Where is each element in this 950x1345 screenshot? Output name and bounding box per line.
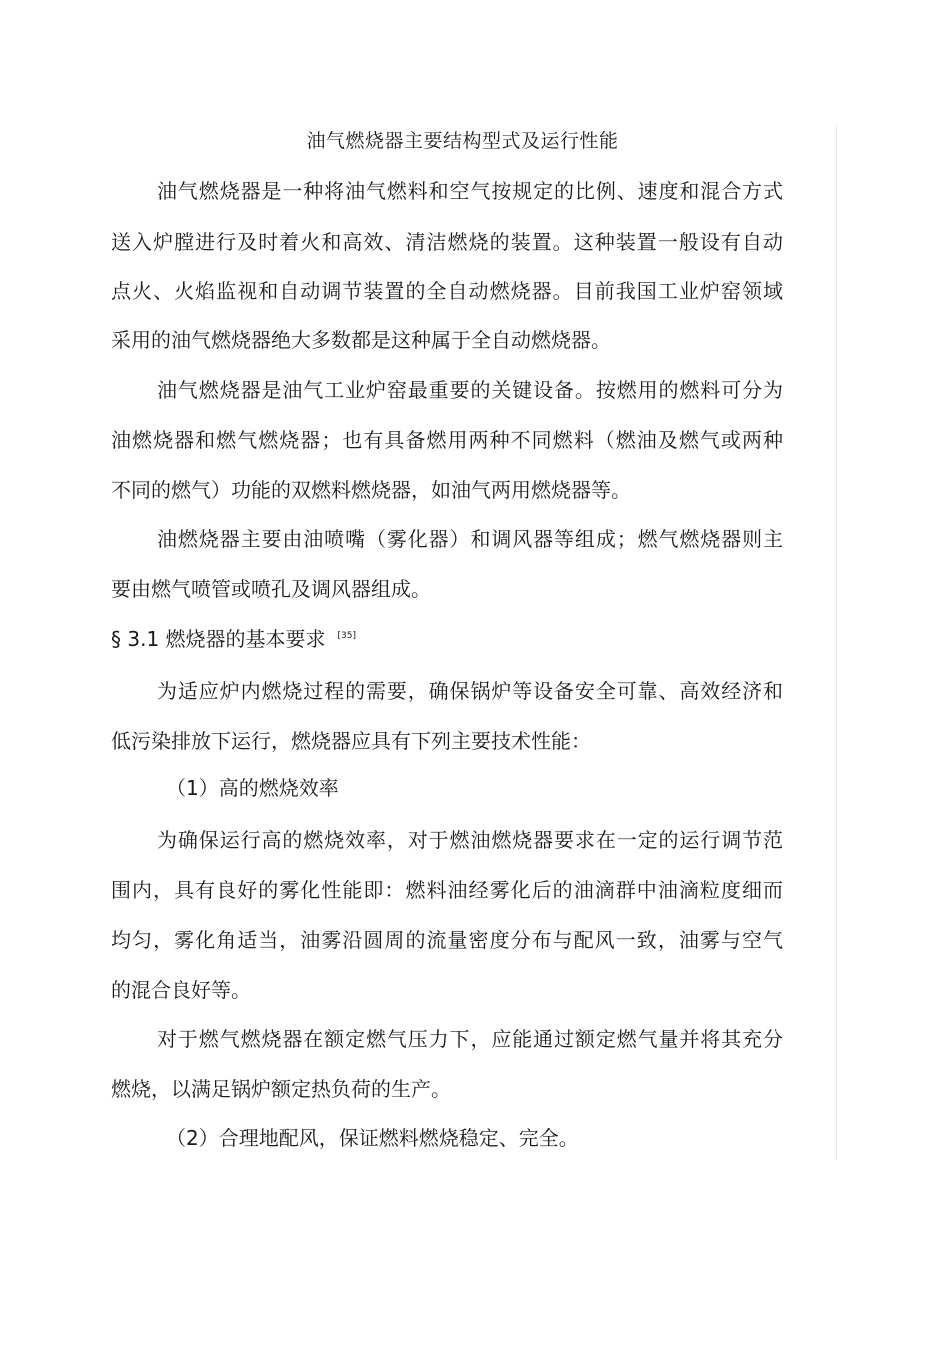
citation-superscript: [35] [337,631,357,641]
list-item-heading: （2）合理地配风，保证燃料燃烧稳定、完全。 [166,1126,579,1150]
paragraph-line: 为确保运行高的燃烧效率，对于燃油燃烧器要求在一定的运行调节范 [157,828,783,852]
page-edge-rule [836,125,837,1160]
paragraph-line: 均匀，雾化角适当，油雾沿圆周的流量密度分布与配风一致，油雾与空气 [111,928,783,952]
paragraph-line: 对于燃气燃烧器在额定燃气压力下，应能通过额定燃气量并将其充分 [157,1027,783,1051]
paragraph-line: 低污染排放下运行，燃烧器应具有下列主要技术性能： [111,729,591,753]
list-item-heading: （1）高的燃烧效率 [166,776,339,800]
paragraph-line: 油燃烧器和燃气燃烧器；也有具备燃用两种不同燃料（燃油及燃气或两种 [111,428,783,452]
paragraph-line: 围内，具有良好的雾化性能即：燃料油经雾化后的油滴群中油滴粒度细而 [111,878,783,902]
paragraph-line: 的混合良好等。 [111,978,251,1002]
document-title: 油气燃烧器主要结构型式及运行性能 [306,130,619,152]
paragraph-line: 燃烧，以满足锅炉额定热负荷的生产。 [111,1077,451,1101]
paragraph-line: 不同的燃气）功能的双燃料燃烧器，如油气两用燃烧器等。 [111,478,631,502]
section-heading [111,625,356,653]
paragraph-line: 为适应炉内燃烧过程的需要，确保锅炉等设备安全可靠、高效经济和 [157,679,783,703]
paragraph-line: 要由燃气喷管或喷孔及调风器组成。 [111,577,431,601]
paragraph-line: 送入炉膛进行及时着火和高效、清洁燃烧的装置。这种装置一般设有自动 [111,230,783,254]
section-heading-text: § 3.1 燃烧器的基本要求 [111,627,326,651]
paragraph-line: 点火、火焰监视和自动调节装置的全自动燃烧器。目前我国工业炉窑领域 [111,279,783,303]
paragraph-line: 油气燃烧器是一种将油气燃料和空气按规定的比例、速度和混合方式 [157,179,783,203]
paragraph-line: 油气燃烧器是油气工业炉窑最重要的关键设备。按燃用的燃料可分为 [157,378,783,402]
paragraph-line: 油燃烧器主要由油喷嘴（雾化器）和调风器等组成；燃气燃烧器则主 [157,527,783,551]
paragraph-line: 采用的油气燃烧器绝大多数都是这种属于全自动燃烧器。 [111,328,611,352]
